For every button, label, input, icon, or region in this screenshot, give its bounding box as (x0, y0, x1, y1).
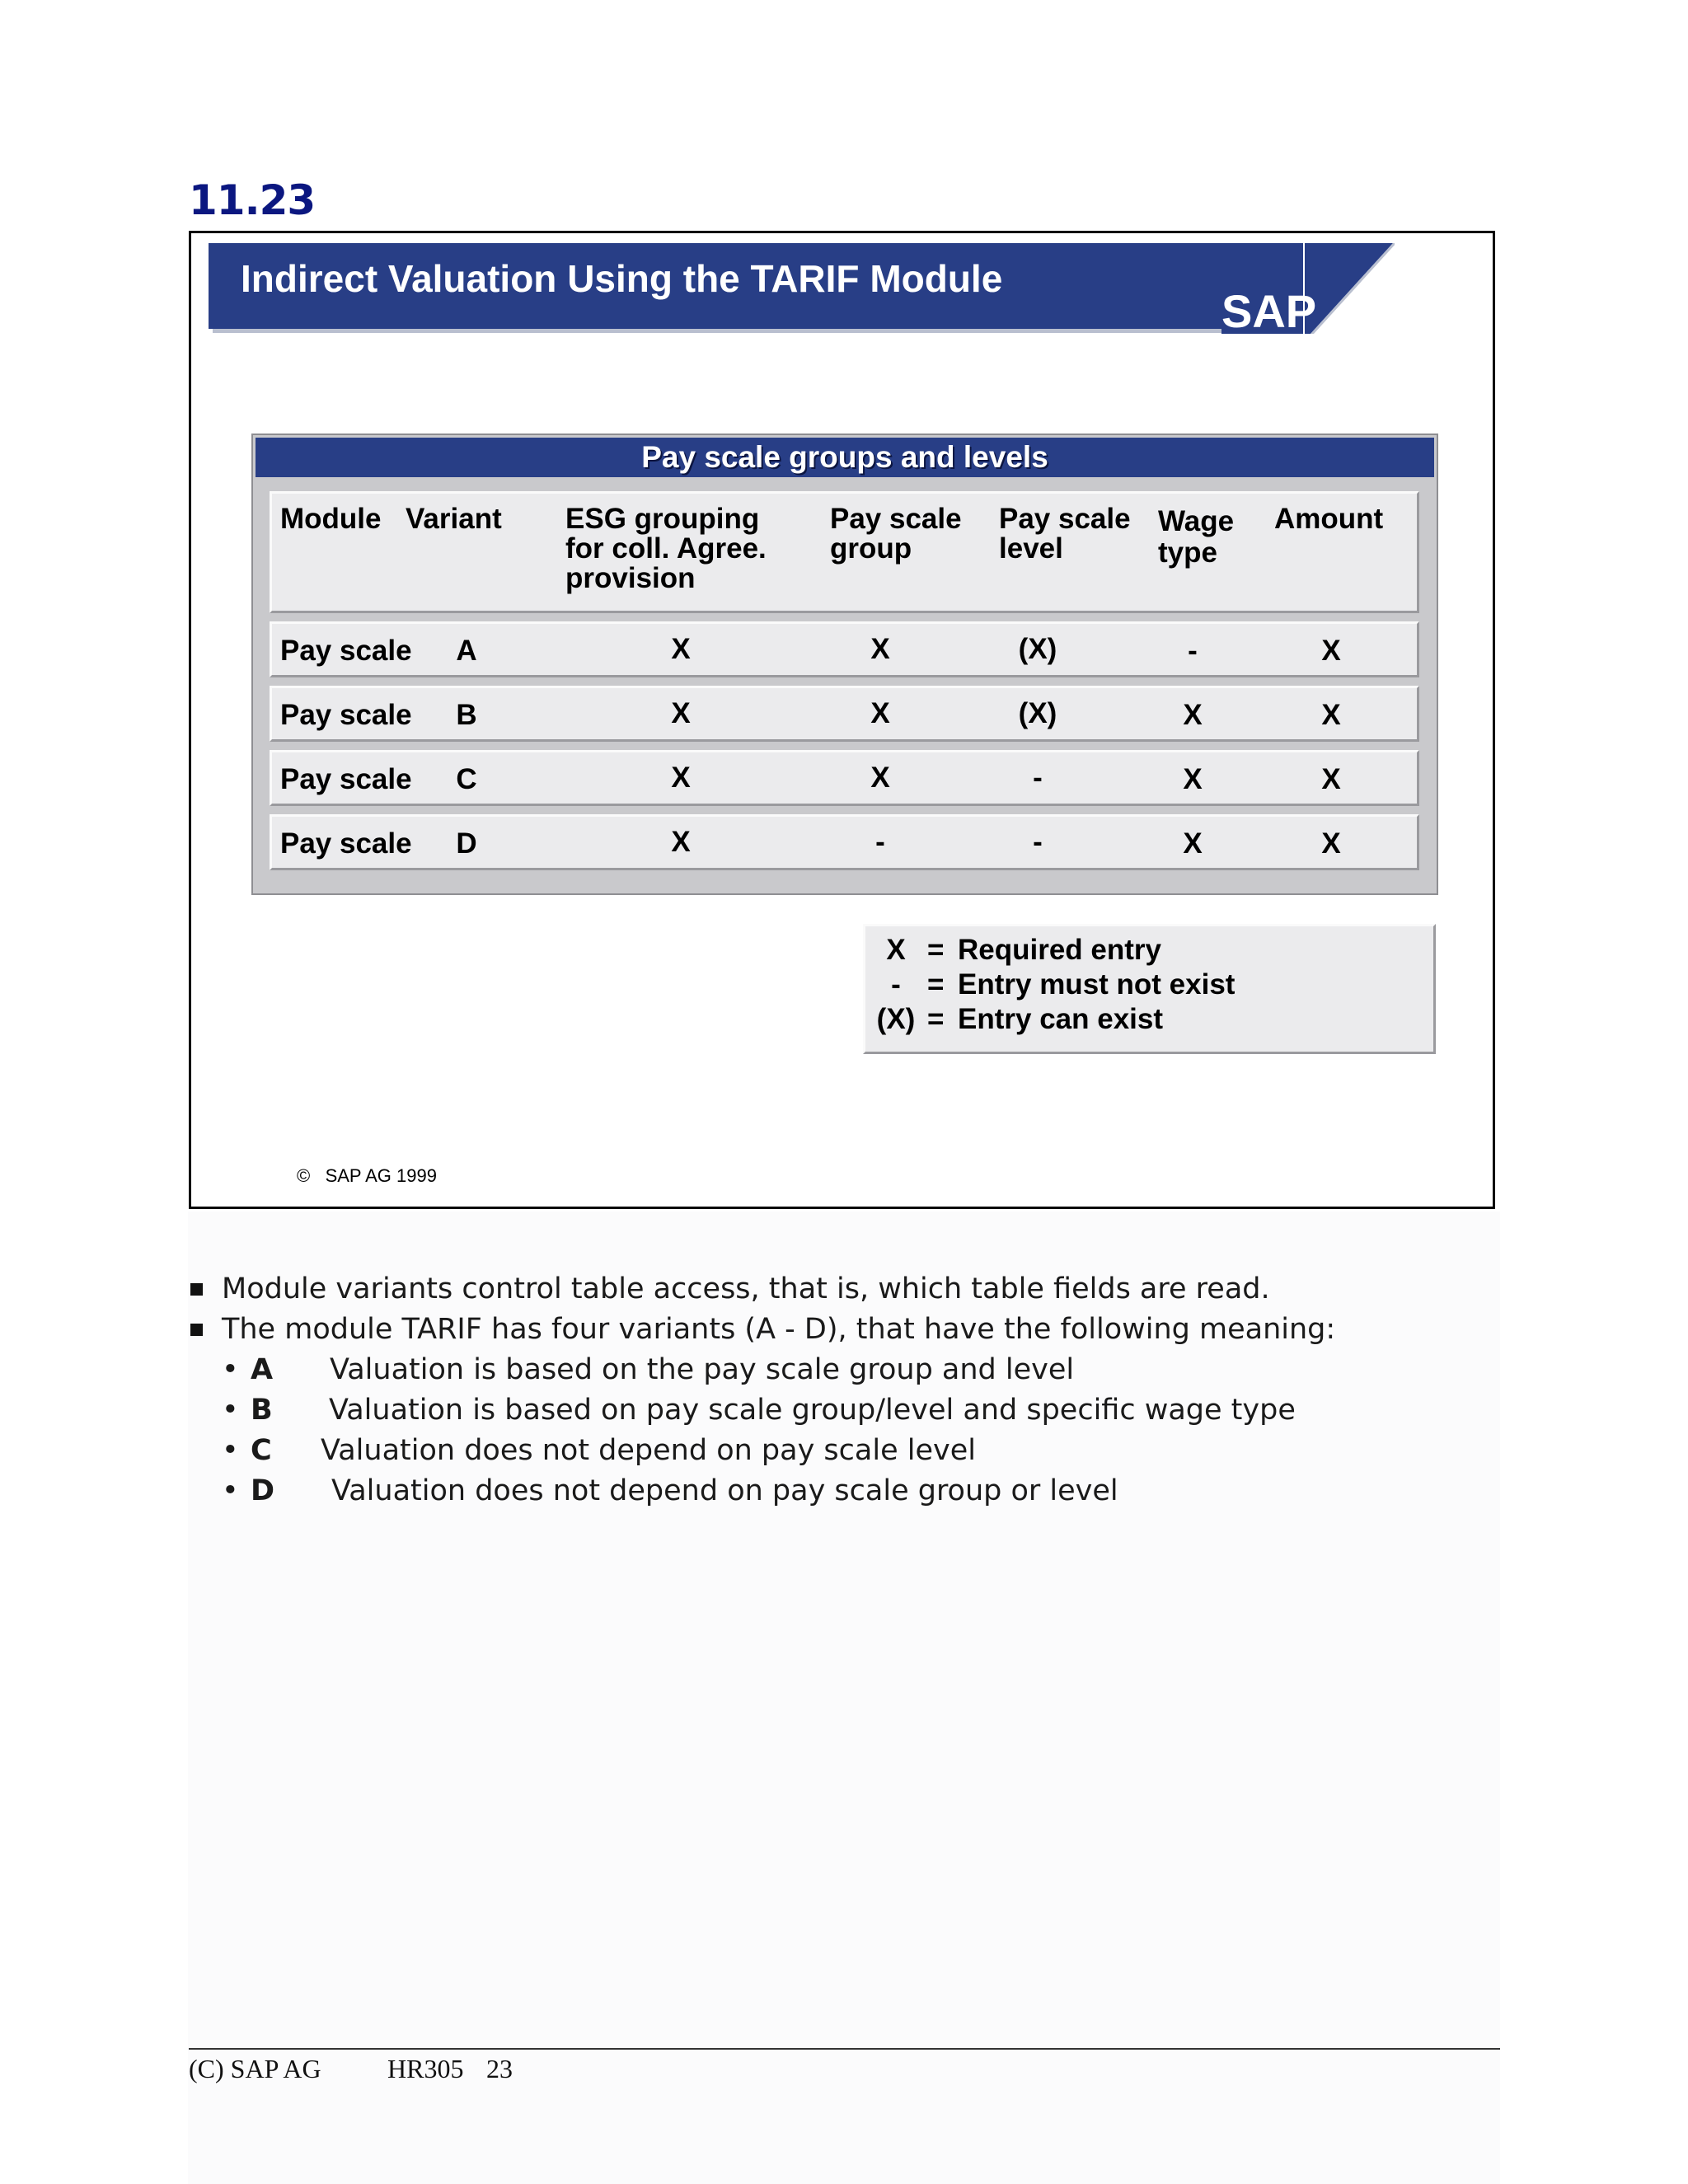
sap-logo-text: SAP (1221, 285, 1317, 334)
table-column-headers (270, 491, 1419, 613)
row-group: - (875, 826, 885, 858)
col-amount: Amount (1274, 503, 1384, 535)
table-row (270, 621, 1419, 677)
col-esg-line1: ESG grouping (565, 503, 760, 535)
footer-copyright: (C) SAP AG (189, 2054, 321, 2083)
col-wage-line2: type (1158, 537, 1217, 569)
row-module: Pay scale (280, 635, 412, 667)
dot-bullet-icon: • (222, 1434, 239, 1467)
square-bullet-icon (190, 1324, 203, 1336)
row-wage: X (1183, 827, 1203, 860)
table-row (270, 686, 1419, 742)
row-group: X (870, 633, 890, 665)
row-variant: A (456, 635, 477, 667)
col-level-line2: level (999, 532, 1063, 565)
section-number: 11.23 (189, 176, 316, 224)
legend (863, 924, 1436, 1054)
pay-scale-table (251, 434, 1438, 895)
legend-text: Entry can exist (958, 1003, 1163, 1035)
row-group: X (870, 697, 890, 729)
legend-text: Entry must not exist (958, 968, 1236, 1001)
row-esg: X (671, 762, 691, 794)
legend-text: Required entry (958, 934, 1161, 966)
col-esg-line2: for coll. Agree. (565, 532, 767, 565)
col-group-line1: Pay scale (830, 503, 962, 535)
row-module: Pay scale (280, 763, 412, 795)
row-esg: X (671, 826, 691, 858)
row-group: X (870, 762, 890, 794)
variant-description: Valuation does not depend on pay scale group or level (331, 1474, 1118, 1507)
footer-course: HR305 (387, 2054, 464, 2083)
row-amount: X (1321, 699, 1341, 731)
row-amount: X (1321, 635, 1341, 667)
bullet-text: Module variants control table access, that is, which table fields are read. (222, 1272, 1270, 1305)
row-level: - (1033, 826, 1043, 858)
col-module: Module (280, 503, 382, 535)
row-amount: X (1321, 827, 1341, 860)
legend-symbol: - (891, 968, 901, 1001)
table-row (270, 750, 1419, 806)
row-wage: - (1188, 635, 1198, 667)
variant-letter: A (251, 1353, 274, 1386)
variant-letter: B (251, 1394, 273, 1427)
col-variant: Variant (406, 503, 502, 535)
legend-equals: = (927, 934, 945, 966)
row-wage: X (1183, 763, 1203, 795)
footer-divider (189, 2048, 1500, 2050)
variant-description: Valuation does not depend on pay scale level (321, 1434, 976, 1467)
variant-description: Valuation is based on the pay scale group and level (330, 1353, 1075, 1386)
col-wage-line1: Wage (1158, 505, 1235, 537)
row-wage: X (1183, 699, 1203, 731)
legend-symbol: X (886, 934, 906, 966)
copyright-symbol: © (297, 1165, 311, 1186)
dot-bullet-icon: • (222, 1474, 239, 1507)
square-bullet-icon (190, 1283, 203, 1296)
row-level: (X) (1018, 697, 1057, 729)
slide-title-bar (209, 243, 1227, 329)
variant-description: Valuation is based on pay scale group/level and specific wage type (329, 1394, 1296, 1427)
dot-bullet-icon: • (222, 1394, 239, 1427)
row-variant: C (456, 763, 477, 795)
col-esg-line3: provision (565, 562, 696, 594)
col-group-line2: group (830, 532, 912, 565)
row-esg: X (671, 633, 691, 665)
row-esg: X (671, 697, 691, 729)
col-level-line1: Pay scale (999, 503, 1131, 535)
slide (189, 231, 1495, 1209)
footer-page-number: 23 (486, 2054, 513, 2083)
variant-letter: C (251, 1434, 272, 1467)
table-row (270, 814, 1419, 870)
row-module: Pay scale (280, 827, 412, 860)
table-header: Pay scale groups and levels (256, 438, 1434, 477)
dot-bullet-icon: • (222, 1353, 239, 1386)
row-variant: D (456, 827, 477, 860)
slide-copyright (297, 1165, 437, 1187)
row-amount: X (1321, 763, 1341, 795)
slide-title: Indirect Valuation Using the TARIF Module (241, 257, 1003, 300)
row-module: Pay scale (280, 699, 412, 731)
legend-equals: = (927, 968, 945, 1001)
sap-logo (1221, 241, 1395, 334)
row-variant: B (456, 699, 477, 731)
row-level: (X) (1018, 633, 1057, 665)
legend-equals: = (927, 1003, 945, 1035)
row-level: - (1033, 762, 1043, 794)
variant-letter: D (251, 1474, 275, 1507)
bullet-text: The module TARIF has four variants (A - D), that have the following meaning: (222, 1313, 1336, 1346)
copyright-text: SAP AG 1999 (325, 1165, 437, 1186)
legend-symbol: (X) (876, 1003, 916, 1035)
